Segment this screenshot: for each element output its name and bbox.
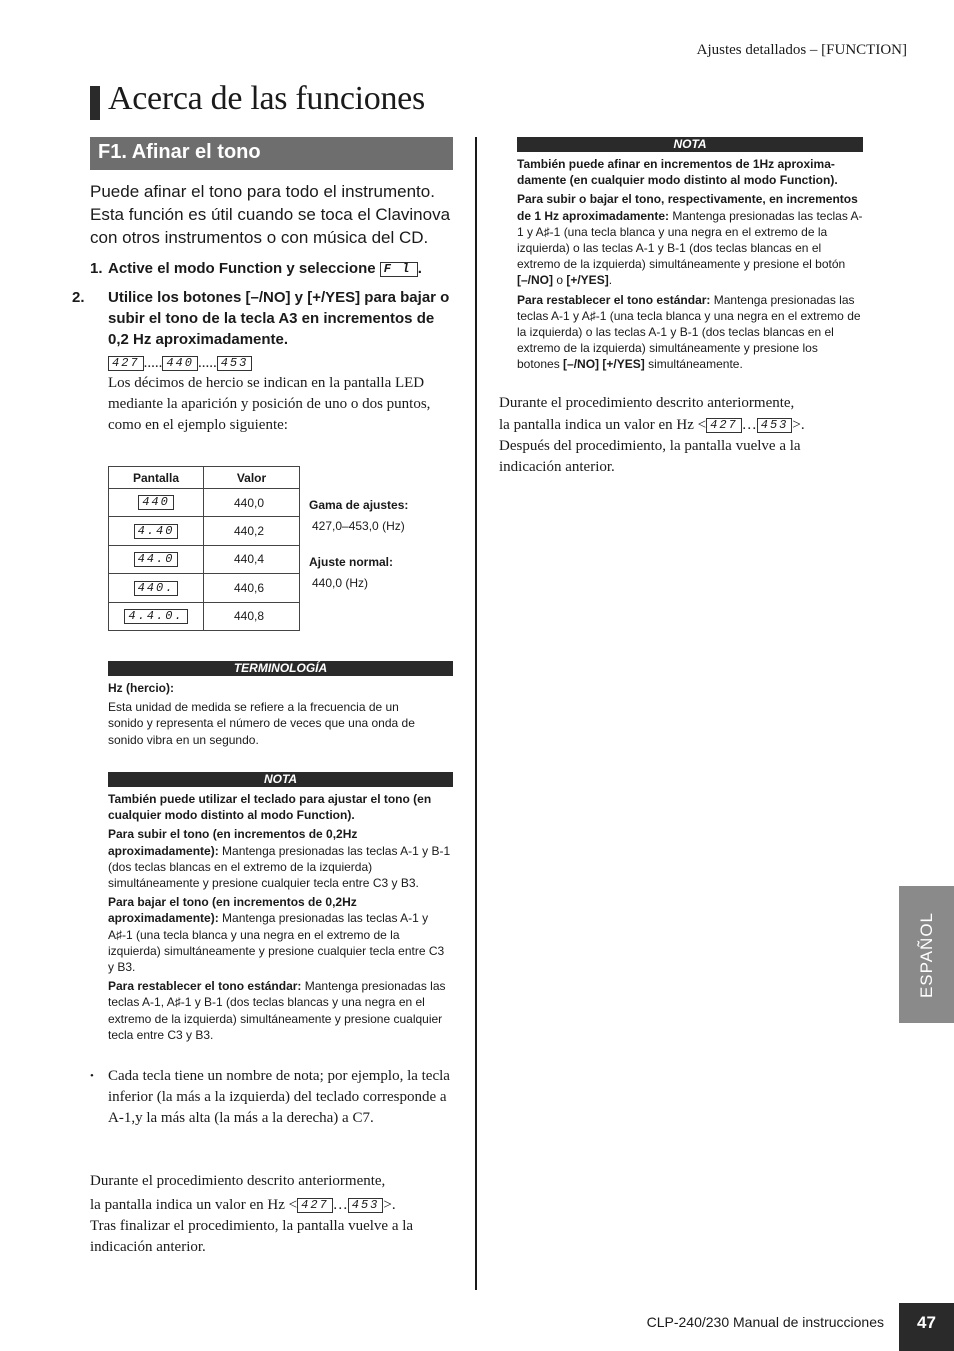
note-text: o (553, 273, 567, 288)
closing-line: Durante el procedimiento descrito anteriormente, (499, 395, 795, 411)
lcd-display: 440. (134, 581, 179, 596)
table-header: Valor (204, 467, 300, 489)
button-name: [–/NO] (517, 273, 553, 288)
table-cell-value: 440,4 (204, 545, 300, 573)
running-header: Ajustes detallados – [FUNCTION] (696, 42, 907, 58)
table-cell-value: 440,6 (204, 574, 300, 602)
table-row (109, 489, 300, 517)
closing-paragraph-left (90, 1171, 435, 1258)
table-cell-value: 440,8 (204, 602, 300, 630)
step-2-text: Utilice los botones [–/NO] y [+/YES] para bajar o subir el tono de la tecla A3 en incrementos de 0,2 Hz aproximadamente. (108, 289, 450, 348)
note-text: Mantenga presionadas las teclas A-1, A♯-1 y B-1 (dos teclas blancas y una negra en el extremo de la izquierda) simultáneamente y presione cualquier tecla entre C3 y B3. (108, 979, 446, 1042)
lcd-display-427: 427 (706, 418, 742, 433)
note-text: Mantenga presionadas las teclas A-1 y A♯-1 (una tecla blanca y una negra en el extremo de la izquierda) o las teclas A-1 y B-1 (dos teclas blancas en el extremo de la izquierda) simultáneamente y presione el botón (517, 208, 863, 272)
button-name: [–/NO] [+/YES] (563, 357, 645, 372)
note-text: simultáneamente. (644, 357, 743, 372)
table-cell-value: 440,2 (204, 517, 300, 545)
note-text: Mantenga presionadas las teclas A-1 y A♯-1 (una tecla blanca y una negra en el extremo de la izquierda) o las teclas A-1 y B-1 (dos teclas blancas en el extremo de la izquierda) simultáneamente y presione los botones (517, 292, 861, 372)
closing-line: >. (383, 1197, 396, 1213)
note-text: Mantenga presionadas las teclas A-1 y B-1 (dos teclas blancas en el extremo de la izquierda) simultáneamente y presione cualquier tecla entre C3 y B3. (108, 843, 451, 891)
lcd-display-453: 453 (348, 1198, 384, 1213)
note-box-right (517, 137, 863, 376)
intro-paragraph: Puede afinar el tono para todo el instrumento. Esta función es útil cuando se toca el Clavinova con otros instrumentos o con música del CD. (90, 182, 451, 247)
section-heading: F1. Afinar el tono (90, 137, 453, 170)
lcd-display: 4.4.0. (124, 609, 187, 624)
lcd-display-fl: F l (380, 262, 418, 277)
ellipsis: … (741, 417, 757, 433)
separator: ..... (197, 355, 217, 371)
note-head: NOTA (108, 772, 453, 787)
range-label: Gama de ajustes: (309, 498, 409, 512)
note-label: Para subir el tono (en incrementos de 0,2Hz aproximadamente): (108, 827, 358, 858)
button-name: [+/YES] (566, 273, 609, 288)
normal-label: Ajuste normal: (309, 555, 394, 569)
language-side-tab (899, 886, 954, 1023)
lcd-display-427: 427 (297, 1198, 333, 1213)
closing-line: la pantalla indica un valor en Hz < (499, 417, 707, 433)
note-label: Para subir o bajar el tono, respectivamente, en incrementos de 1 Hz aproximadamente: (517, 192, 858, 223)
step-1: 1. Active el modo Function y seleccione F l . (90, 260, 422, 277)
lcd-display-453: 453 (757, 418, 793, 433)
bullet-text: Cada tecla tiene un nombre de nota; por ejemplo, la tecla inferior (la más a la izquierda) del teclado corresponde a A-1,y la más alta (la más a la derecha) a C7. (108, 1068, 450, 1126)
note-box-left (108, 772, 453, 1046)
closing-line: Tras finalizar el procedimiento, la pantalla vuelve a la indicación anterior. (90, 1218, 414, 1255)
normal-value: 440,0 (Hz) (312, 576, 369, 590)
bullet-mark: • (90, 1070, 94, 1082)
language-tab-label: ESPAÑOL (916, 911, 936, 998)
term-definition: Esta unidad de medida se refiere a la frecuencia de un sonido y representa el número de veces que una onda de sonido vibra en un segundo. (108, 700, 415, 747)
note-head: NOTA (517, 137, 863, 152)
step-2 (72, 287, 455, 350)
title-bar-mark (90, 86, 100, 120)
closing-line: Durante el procedimiento descrito anteriormente, (90, 1173, 386, 1189)
table-row (109, 574, 300, 602)
range-value: 427,0–453,0 (Hz) (312, 519, 405, 533)
table-row (109, 602, 300, 630)
step-1-number: 1. (90, 260, 103, 277)
terminology-box (108, 661, 453, 751)
lcd-display: 440 (138, 495, 174, 510)
step-1-text: Active el modo Function y seleccione (108, 260, 376, 277)
note-text: . (608, 273, 613, 288)
step-2-description: Los décimos de hercio se indican en la pantalla LED mediante la aparición y posición de uno o dos puntos, como en el ejemplo siguiente: (108, 375, 431, 433)
lcd-sequence (108, 353, 453, 374)
separator: ..... (143, 355, 163, 371)
lcd-display-427: 427 (108, 356, 144, 371)
terminology-head: TERMINOLOGÍA (108, 661, 453, 676)
closing-line: >. (792, 417, 805, 433)
lcd-display-453: 453 (217, 356, 253, 371)
closing-line: Después del procedimiento, la pantalla vuelve a la indicación anterior. (499, 438, 801, 475)
column-divider (475, 137, 477, 1290)
lcd-display: 4.40 (134, 524, 179, 539)
closing-line: la pantalla indica un valor en Hz < (90, 1197, 298, 1213)
table-row (109, 517, 300, 545)
table-cell-value: 440,0 (204, 489, 300, 517)
table-row (109, 545, 300, 573)
footer-manual-title: CLP-240/230 Manual de instrucciones (646, 1314, 884, 1330)
page-number: 47 (899, 1303, 954, 1351)
term-label: Hz (hercio): (108, 681, 174, 695)
closing-paragraph-right (499, 393, 839, 478)
lcd-display: 44.0 (134, 552, 179, 567)
note-paragraph: También puede utilizar el teclado para ajustar el tono (en cualquier modo distinto al modo Function). (108, 792, 432, 823)
ellipsis: … (332, 1197, 348, 1213)
lcd-display-440: 440 (162, 356, 198, 371)
note-label: Para bajar el tono (en incrementos de 0,2Hz aproximadamente): (108, 895, 357, 926)
table-header: Pantalla (109, 467, 204, 489)
note-label: Para restablecer el tono estándar: (108, 979, 302, 994)
note-label: Para restablecer el tono estándar: (517, 292, 711, 307)
step-2-number: 2. (72, 289, 85, 306)
note-paragraph: También puede afinar en incrementos de 1Hz aproxima-damente (en cualquier modo distinto al modo Function). (517, 157, 838, 188)
display-value-table (108, 466, 300, 631)
note-text: Mantenga presionadas las teclas A-1 y A♯-1 (una tecla blanca y una negra en el extremo de la izquierda) simultáneamente y presione cualquier tecla entre C3 y B3. (108, 911, 445, 975)
page-title: Acerca de las funciones (108, 80, 425, 117)
bullet-item (90, 1066, 455, 1129)
